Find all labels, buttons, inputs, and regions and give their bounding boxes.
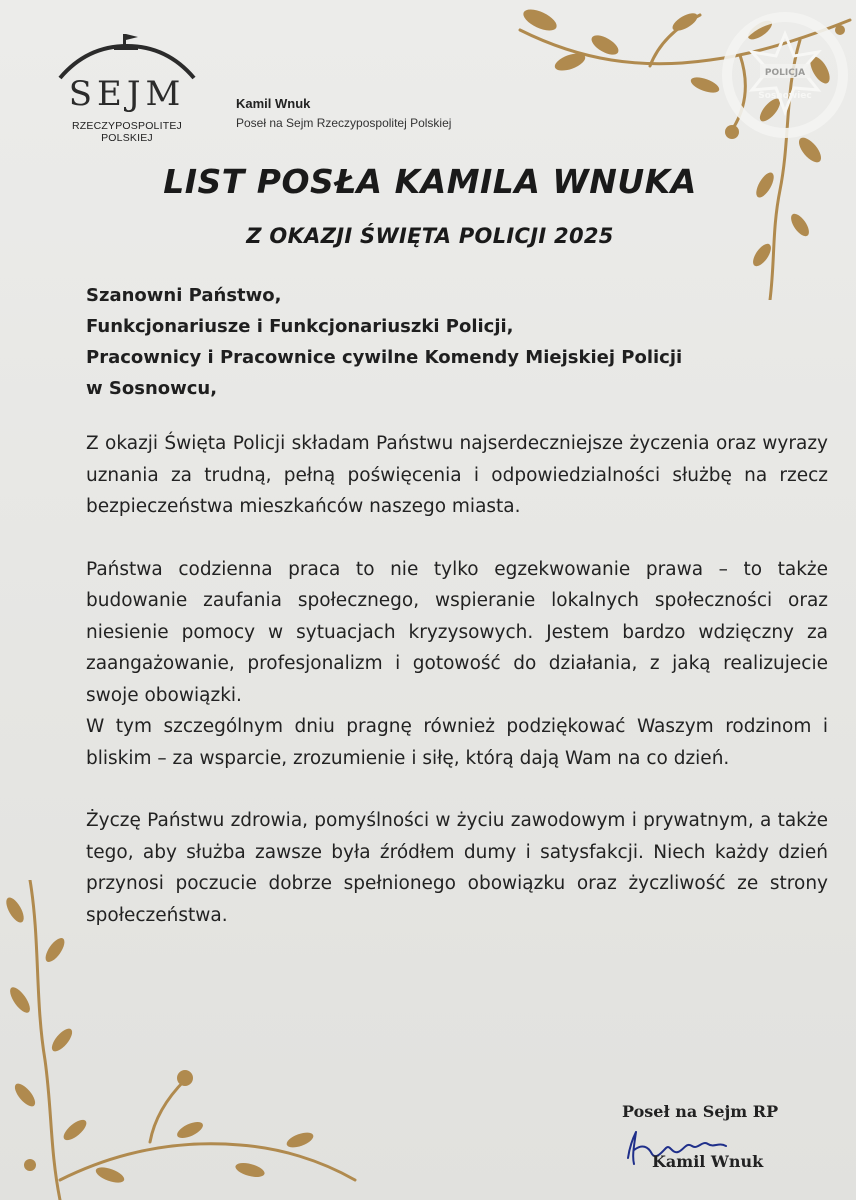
signature-name: Kamil Wnuk (652, 1152, 764, 1171)
sejm-logo-subtitle: RZECZYPOSPOLITEJ POLSKIEJ (72, 120, 182, 144)
letterhead-author (236, 96, 451, 130)
body-paragraph: Życzę Państwu zdrowia, pomyślności w życiu zawodowym i prywatnym, a także tego, aby służba zawsze była źródłem dumy i satysfakcji. Niech każdy dzień przynosi poczucie dobrze spełnionego obowiązku oraz życzliwość ze strony społeczeństwa. (86, 810, 828, 926)
body-paragraph: W tym szczególnym dniu pragnę również podziękować Waszym rodzinom i bliskim – za wsparcie, zrozumienie i siłę, którą dają Wam na co dzień. (86, 716, 828, 769)
salutation (86, 280, 806, 404)
police-badge-icon (722, 12, 848, 138)
signature-title: Poseł na Sejm RP (622, 1102, 779, 1121)
author-name: Kamil Wnuk (236, 96, 311, 111)
letter-title: LIST POSŁA KAMILA WNUKA (163, 162, 697, 201)
salutation-line: Szanowni Państwo, (86, 285, 282, 306)
sejm-logo-word: SEJM (68, 74, 186, 114)
salutation-line: Funkcjonariusze i Funkcjonariuszki Policji, (86, 316, 514, 337)
sejm-logo (52, 28, 202, 144)
body-paragraph: Z okazji Święta Policji składam Państwu najserdeczniejsze życzenia oraz wyrazy uznania za trudną, pełną poświęcenia i odpowiedzialności służbę na rzecz bezpieczeństwa mieszkańców naszego miasta. (86, 433, 828, 517)
letter-subtitle: Z OKAZJI ŚWIĘTA POLICJI 2025 (246, 224, 614, 248)
letter-body (86, 428, 828, 931)
badge-word: POLICJA (764, 68, 806, 78)
salutation-line: Pracownicy i Pracownice cywilne Komendy Miejskiej Policji (86, 347, 683, 368)
body-paragraph: Państwa codzienna praca to nie tylko egzekwowanie prawa – to także budowanie zaufania społecznego, wspieranie lokalnych społeczności oraz niesienie pomocy w sytuacjach kryzysowych. Jestem bardzo wdzięczny za zaangażowanie, profesjonalizm i gotowość do działania, z jaką realizujecie swoje obowiązki. (86, 558, 828, 706)
salutation-line: w Sosnowcu, (86, 378, 218, 399)
author-role: Poseł na Sejm Rzeczypospolitej Polskiej (236, 116, 452, 130)
badge-city: Sosnowiec (758, 91, 812, 101)
